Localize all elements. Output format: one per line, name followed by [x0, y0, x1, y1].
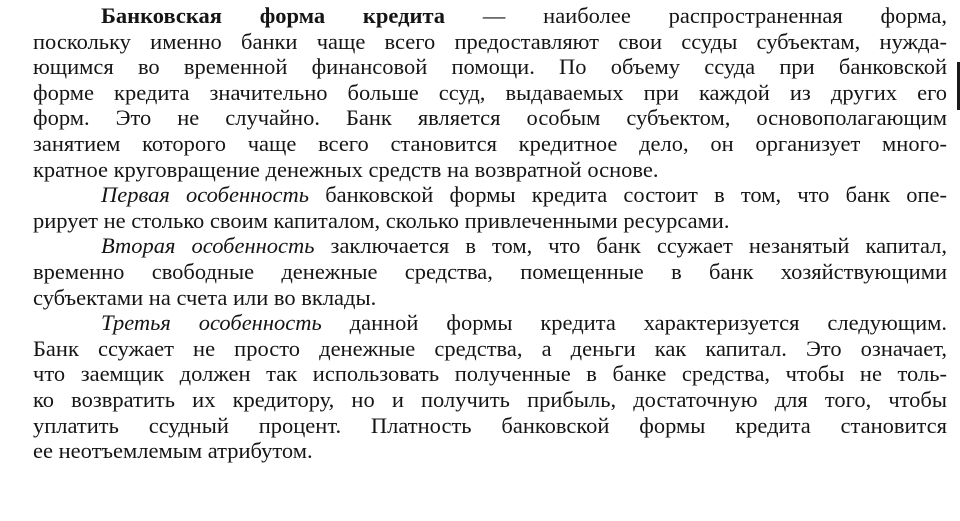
- text-line: форме кредита значительно больше ссуд, выдаваемых при каждой из других его: [33, 79, 947, 105]
- italic-term: Первая особенность: [101, 182, 309, 208]
- italic-term: Третья особенность: [101, 310, 322, 336]
- text-line: Третья особенность данной формы кредита характеризуется следующим.: [101, 310, 947, 336]
- text-line: Вторая особенность заключается в том, что банк ссужает незанятый капитал,: [101, 233, 947, 259]
- text-line: занятием которого чаще всего становится кредитное дело, он организует много-: [33, 130, 947, 156]
- paragraph-third-feature: [33, 310, 947, 464]
- text-line: форм. Это не случайно. Банк является особым субъектом, основополагающим: [33, 105, 947, 131]
- text-line: уплатить ссудный процент. Платность банковской формы кредита становится: [33, 412, 947, 438]
- document-page: [33, 3, 947, 464]
- paragraph-second-feature: [33, 233, 947, 310]
- text-line: что заемщик должен так использовать полученные в банке средства, чтобы не толь-: [33, 361, 947, 387]
- paragraph-bank-credit: [33, 3, 947, 182]
- text-line: поскольку именно банки чаще всего предоставляют свои ссуды субъектам, нужда-: [33, 28, 947, 54]
- text-line: Банк ссужает не просто денежные средства, а деньги как капитал. Это означает,: [33, 335, 947, 361]
- text-line: ющимся во временной финансовой помощи. По объему ссуда при банковской: [33, 54, 947, 80]
- paragraph-first-feature: [33, 182, 947, 233]
- bold-term: Банковская форма кредита: [101, 3, 446, 28]
- text-line: Первая особенность банковской формы кредита состоит в том, что банк опе-: [101, 182, 947, 208]
- italic-term: Вторая особенность: [101, 233, 315, 259]
- text-line: ко возвратить их кредитору, но и получить прибыль, достаточную для того, чтобы: [33, 386, 947, 412]
- text-line: ее неотъемлемым атрибутом.: [33, 438, 313, 464]
- text-line: кратное круговращение денежных средств на возвратной основе.: [33, 156, 659, 182]
- text-line: временно свободные денежные средства, помещенные в банк хозяйствующими: [33, 258, 947, 284]
- text-line: Банковская форма кредита — наиболее распространенная форма,: [101, 3, 947, 28]
- text-line: рирует не столько своим капиталом, сколько привлеченными ресурсами.: [33, 207, 730, 233]
- text-line: субъектами на счета или во вклады.: [33, 284, 377, 310]
